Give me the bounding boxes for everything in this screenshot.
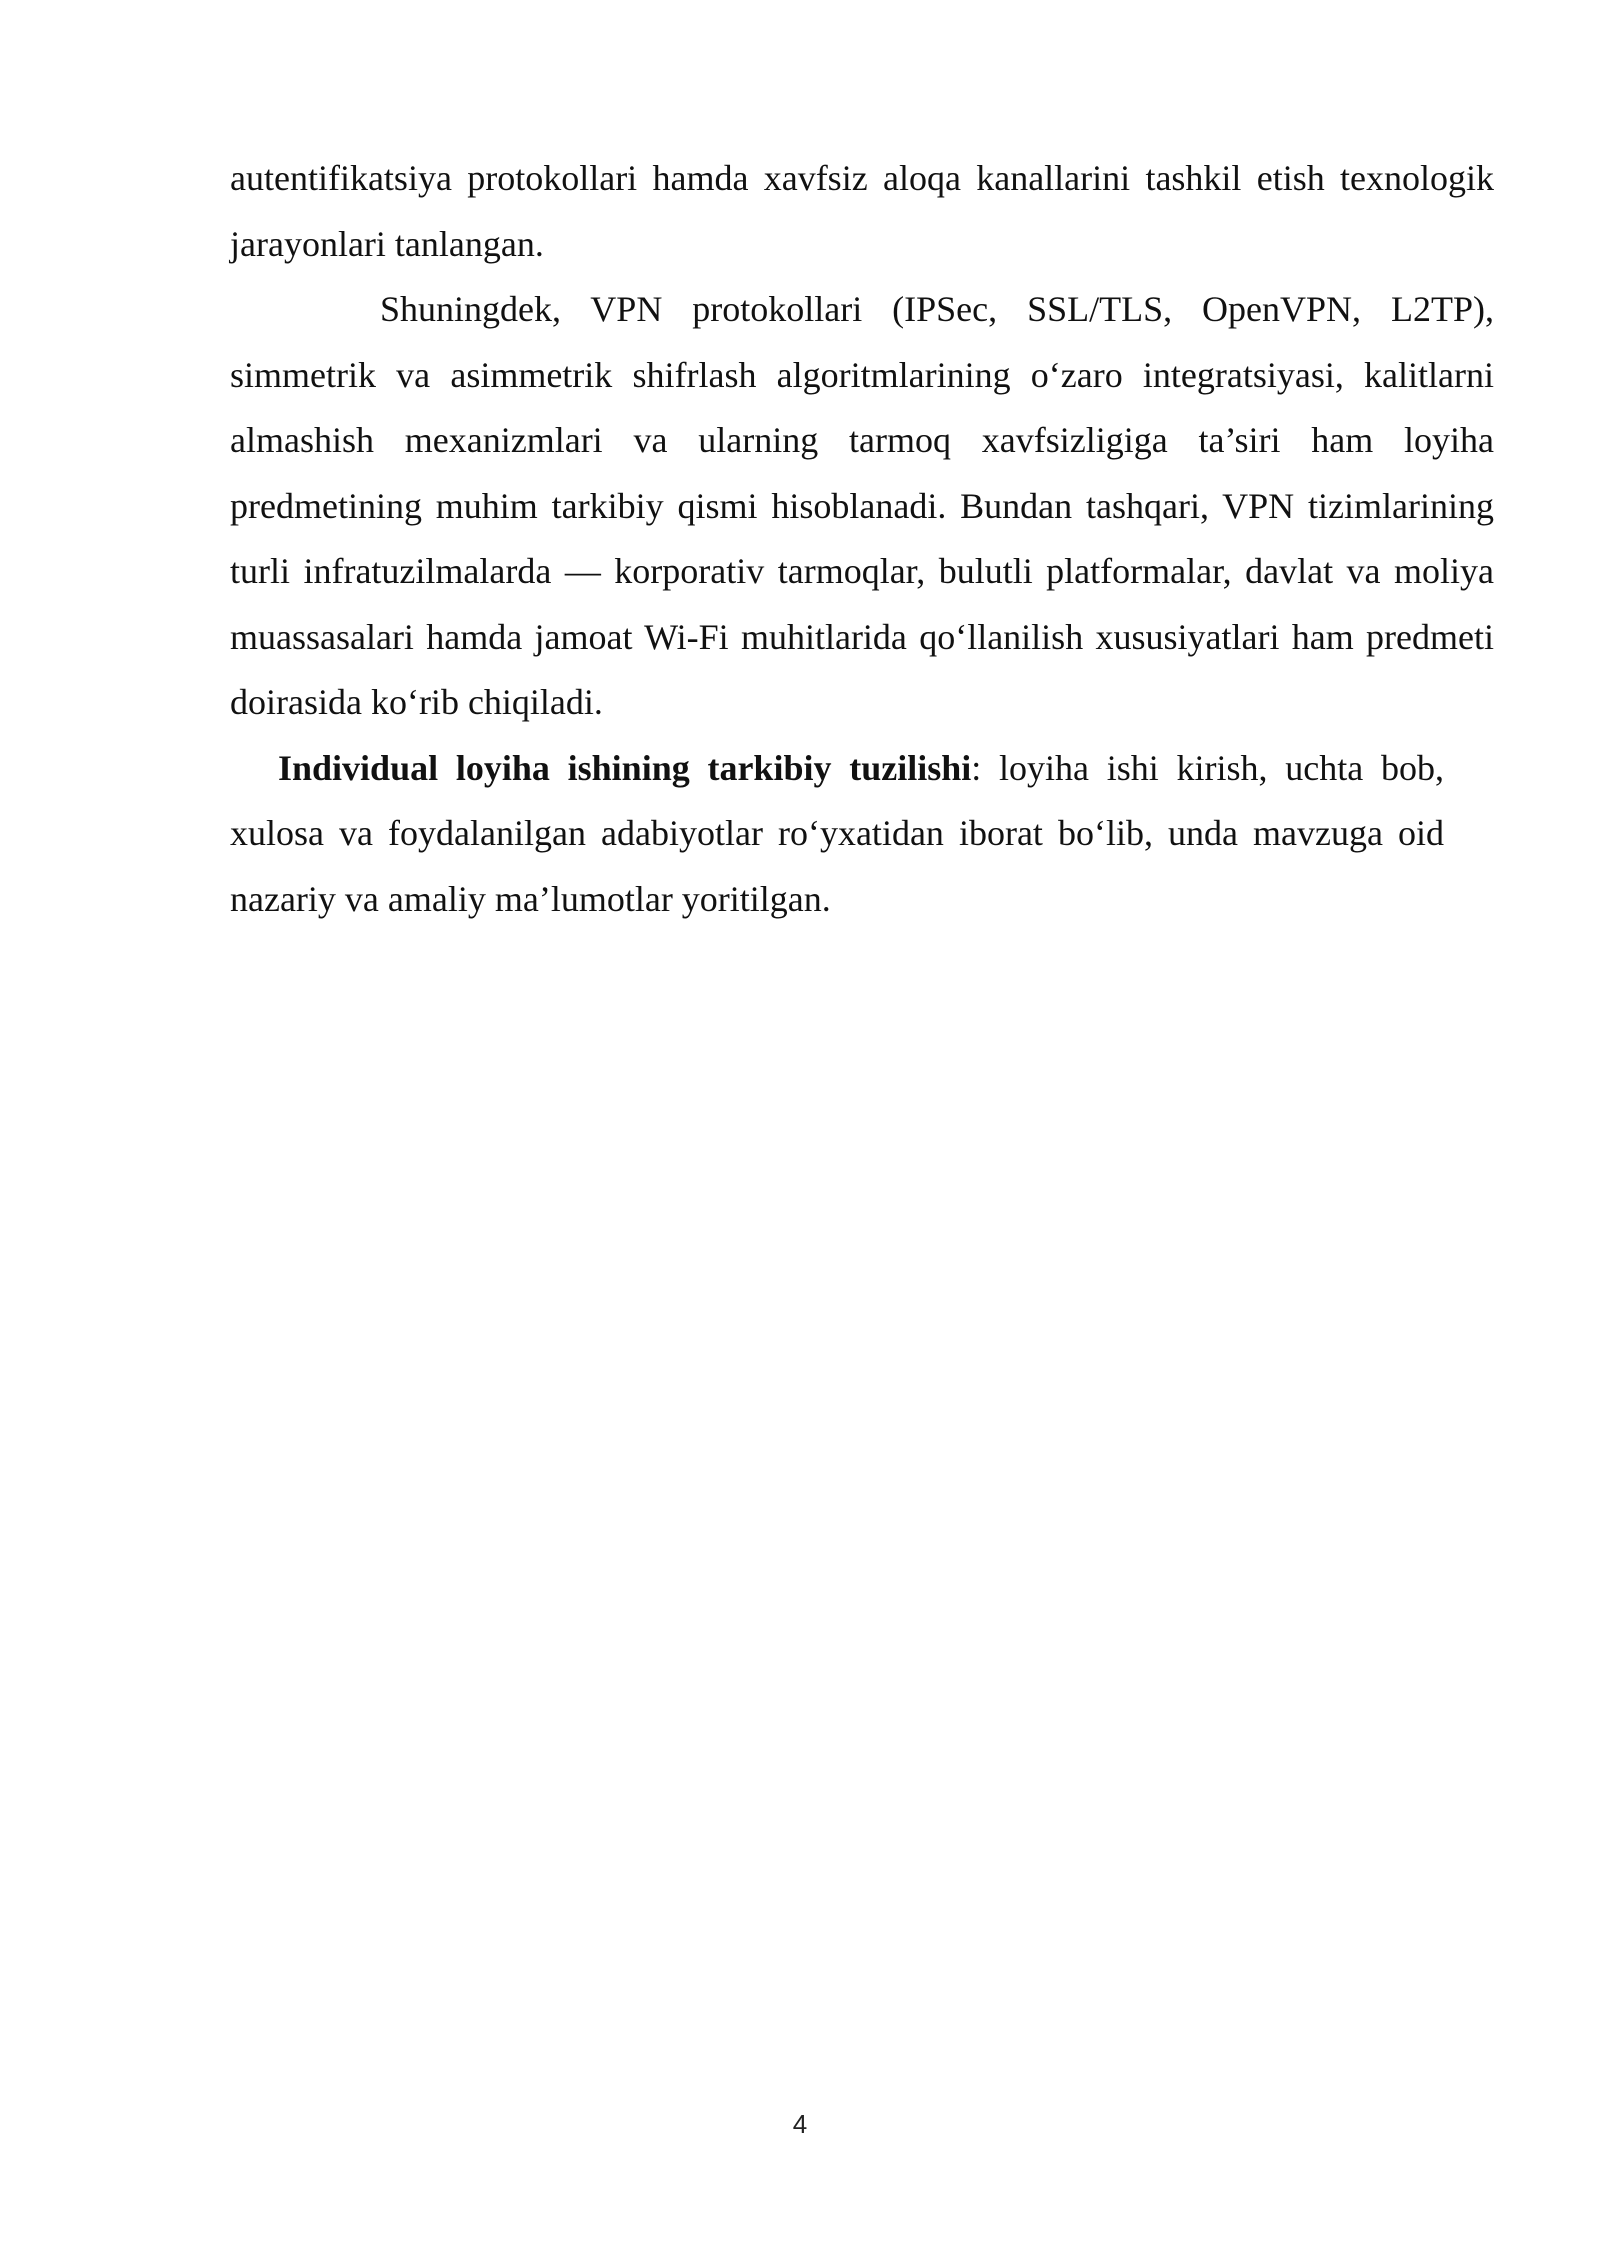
page-number: 4 bbox=[792, 2109, 808, 2139]
structure-heading-bold: Individual loyiha ishining tarkibiy tuzilishi bbox=[278, 747, 972, 788]
paragraph-structure bbox=[230, 736, 1444, 933]
page-body bbox=[230, 146, 1494, 932]
structure-description: : loyiha ishi kirish, uchta bob, xulosa va foydalanilgan adabiyotlar ro‘yxatidan iborat bo‘lib, unda mavzuga oid nazariy va amaliy ma’lumotlar yoritilgan. bbox=[230, 747, 1444, 919]
paragraph-vpn-protocols: Shuningdek, VPN protokollari (IPSec, SSL/TLS, OpenVPN, L2TP), simmetrik va asimmetrik shifrlash algoritmlarining o‘zaro integratsiyasi, kalitlarni almashish mexanizmlari va ularning tarmoq xavfsizligiga ta’siri ham loyiha predmetining muhim tarkibiy qismi hisoblanadi. Bundan tashqari, VPN tizimlarining turli infratuzilmalarda — korporativ tarmoqlar, bulutli platformalar, davlat va moliya muassasalari hamda jamoat Wi-Fi muhitlarida qo‘llanilish xususiyatlari ham predmeti doirasida ko‘rib chiqiladi. bbox=[230, 289, 1494, 722]
paragraph-continuation: autentifikatsiya protokollari hamda xavfsiz aloqa kanallarini tashkil etish texnologik jarayonlari tanlangan. bbox=[230, 158, 1494, 264]
